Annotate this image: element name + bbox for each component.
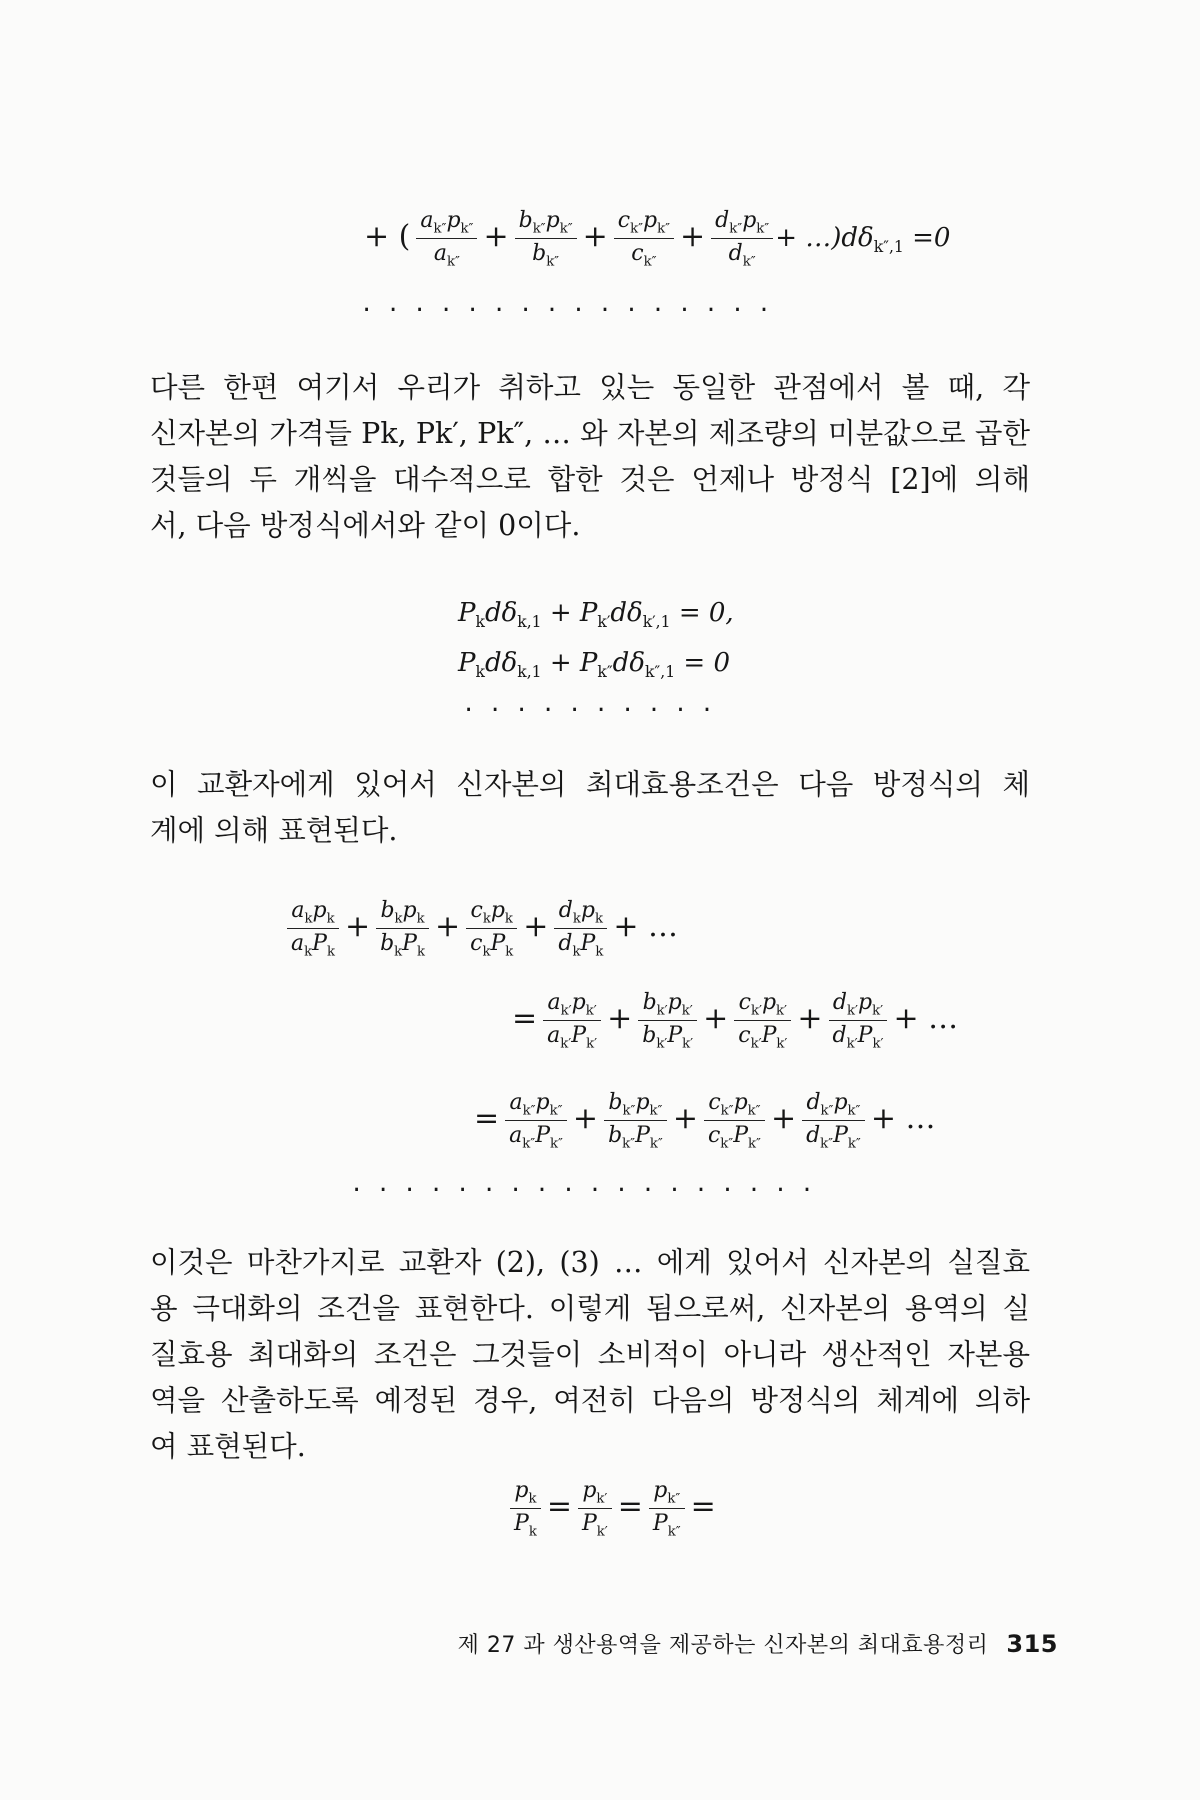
paragraph-3-line: 역을 산출하도록 예정된 경우, 여전히 다음의 방정식의 체계에 의하: [150, 1384, 1030, 1417]
fraction-denominator: $d_kP_k$: [558, 931, 604, 960]
equation-text: $P_kd\delta_{k,1} + P_{k''}d\delta_{k'',1} = 0$: [458, 648, 730, 682]
fraction-term: [578, 1478, 612, 1540]
equation-lead: + (: [364, 218, 411, 254]
plus-sign: +: [770, 1100, 797, 1136]
paragraph-1: [150, 365, 1030, 549]
equals-sign: =: [512, 1000, 538, 1036]
paragraph-1-line: 서, 다음 방정식에서와 같이 0이다.: [150, 509, 581, 542]
ellipsis-row-1: · · · · · · · · · · · · · · · ·: [360, 298, 771, 323]
fraction-numerator: $p_k$: [510, 1478, 541, 1509]
plus-sign: +: [434, 908, 461, 944]
fraction-denominator: $a_kP_k$: [291, 931, 335, 960]
fraction-term: [649, 1478, 685, 1540]
ellipsis-row-3: · · · · · · · · · · · · · · · · · ·: [350, 1178, 814, 1203]
fraction-denominator: $P_{k'}$: [581, 1511, 608, 1540]
plus-sign: +: [344, 908, 371, 944]
fraction-term: [416, 208, 477, 270]
paragraph-2: [150, 762, 1030, 854]
fraction-numerator: $c_{k''}p_{k''}$: [704, 1090, 765, 1121]
equation-text: $P_kd\delta_{k,1} + P_{k'}d\delta_{k',1} = 0$,: [458, 598, 734, 632]
paragraph-3-line: 이것은 마찬가지로 교환자 (2), (3) … 에게 있어서 신자본의 실질효: [150, 1246, 1030, 1279]
fraction-denominator: $a_{k''}$: [433, 241, 460, 270]
paragraph-2-line: 이 교환자에게 있어서 신자본의 최대효용조건은 다음 방정식의 체: [150, 768, 1030, 801]
equation-mid-1: [458, 598, 734, 631]
fraction-numerator: $b_{k'}p_{k'}$: [638, 990, 697, 1021]
fraction-term: [543, 990, 601, 1052]
fraction-denominator: $a_{k'}P_{k'}$: [547, 1023, 598, 1052]
fraction-numerator: $c_kp_k$: [466, 898, 517, 929]
plus-sign: +: [523, 908, 549, 944]
fraction-term: [711, 208, 773, 270]
fraction-numerator: $c_{k'}p_{k'}$: [734, 990, 791, 1021]
fraction-term: [466, 898, 517, 960]
fraction-denominator: $b_{k''}$: [532, 241, 560, 270]
equation-tail: + $\dots)d\delta_{k'',1} =0$: [775, 222, 951, 257]
paragraph-3-line: 여 표현된다.: [150, 1430, 306, 1463]
fraction-term: [829, 990, 888, 1052]
fraction-numerator: $d_{k''}p_{k''}$: [711, 208, 773, 239]
plus-sign: +: [483, 218, 509, 254]
page-number: 315: [1006, 1630, 1058, 1658]
equation-tail: + …: [613, 908, 678, 944]
fraction-numerator: $c_{k''}p_{k''}$: [614, 208, 674, 239]
fraction-denominator: $c_kP_k$: [470, 931, 514, 960]
plus-sign: +: [572, 1100, 599, 1136]
paragraph-2-line: 계에 의해 표현된다.: [150, 814, 398, 847]
paragraph-3: [150, 1240, 1030, 1470]
paragraph-1-line: 다른 한편 여기서 우리가 취하고 있는 동일한 관점에서 볼 때, 각: [150, 371, 1030, 404]
system-row-2: [508, 990, 962, 1052]
fraction-denominator: $a_{k''}P_{k''}$: [509, 1123, 563, 1152]
fraction-term: [376, 898, 429, 960]
paragraph-3-line: 질효용 최대화의 조건은 그것들이 소비적이 아니라 생산적인 자본용: [150, 1338, 1030, 1371]
plus-sign: +: [607, 1000, 633, 1036]
fraction-numerator: $d_{k''}p_{k''}$: [802, 1090, 865, 1121]
equals-sign: =: [690, 1488, 716, 1524]
fraction-denominator: $b_kP_k$: [380, 931, 425, 960]
fraction-term: [510, 1478, 541, 1540]
fraction-denominator: $c_{k'}P_{k'}$: [738, 1023, 788, 1052]
fraction-term: [554, 898, 607, 960]
plus-sign: +: [672, 1100, 698, 1136]
fraction-denominator: $c_{k''}$: [631, 241, 657, 270]
fraction-numerator: $a_{k'}p_{k'}$: [543, 990, 601, 1021]
equation-tail: + …: [870, 1100, 936, 1136]
equation-top: [360, 208, 950, 270]
fraction-numerator: $b_{k''}p_{k''}$: [604, 1090, 667, 1121]
equals-sign: =: [474, 1100, 500, 1136]
equation-tail: + …: [893, 1000, 959, 1036]
equation-mid-2: [458, 648, 730, 681]
fraction-denominator: $b_{k'}P_{k'}$: [642, 1023, 694, 1052]
fraction-denominator: $d_{k''}P_{k''}$: [806, 1123, 861, 1152]
fraction-term: [802, 1090, 865, 1152]
chapter-title: 제 27 과 생산용역을 제공하는 신자본의 최대효용정리: [457, 1633, 989, 1658]
fraction-denominator: $P_k$: [514, 1511, 537, 1540]
fraction-denominator: $c_{k''}P_{k''}$: [707, 1123, 761, 1152]
fraction-term: [515, 208, 577, 270]
fraction-denominator: $d_{k''}$: [728, 241, 756, 270]
page-footer: [458, 1628, 1058, 1659]
fraction-numerator: $a_kp_k$: [287, 898, 339, 929]
fraction-term: [604, 1090, 667, 1152]
paragraph-1-line: 것들의 두 개씩을 대수적으로 합한 것은 언제나 방정식 [2]에 의해: [150, 463, 1030, 496]
fraction-numerator: $p_{k'}$: [578, 1478, 612, 1509]
fraction-term: [734, 990, 791, 1052]
equation-bottom: [508, 1478, 720, 1540]
fraction-term: [614, 208, 674, 270]
fraction-denominator: $d_{k'}P_{k'}$: [832, 1023, 884, 1052]
plus-sign: +: [582, 218, 608, 254]
equals-sign: =: [546, 1488, 572, 1524]
fraction-numerator: $a_{k''}p_{k''}$: [416, 208, 477, 239]
fraction-term: [287, 898, 339, 960]
fraction-denominator: $P_{k''}$: [652, 1511, 681, 1540]
fraction-numerator: $d_kp_k$: [554, 898, 607, 929]
paragraph-1-line: 신자본의 가격들 Pk, Pk′, Pk″, … 와 자본의 제조량의 미분값으로 곱한: [150, 417, 1030, 450]
system-row-3: [470, 1090, 940, 1152]
fraction-numerator: $b_{k''}p_{k''}$: [515, 208, 577, 239]
fraction-numerator: $b_kp_k$: [376, 898, 429, 929]
equals-sign: =: [617, 1488, 643, 1524]
fraction-numerator: $d_{k'}p_{k'}$: [829, 990, 888, 1021]
fraction-term: [704, 1090, 765, 1152]
ellipsis-row-2: · · · · · · · · · ·: [462, 698, 714, 723]
fraction-term: [505, 1090, 567, 1152]
fraction-denominator: $b_{k''}P_{k''}$: [608, 1123, 663, 1152]
fraction-term: [638, 990, 697, 1052]
plus-sign: +: [703, 1000, 729, 1036]
paragraph-3-line: 용 극대화의 조건을 표현한다. 이렇게 됨으로써, 신자본의 용역의 실: [150, 1292, 1030, 1325]
fraction-numerator: $p_{k''}$: [649, 1478, 685, 1509]
fraction-numerator: $a_{k''}p_{k''}$: [505, 1090, 567, 1121]
system-row-1: [285, 898, 682, 960]
plus-sign: +: [797, 1000, 823, 1036]
plus-sign: +: [680, 218, 706, 254]
